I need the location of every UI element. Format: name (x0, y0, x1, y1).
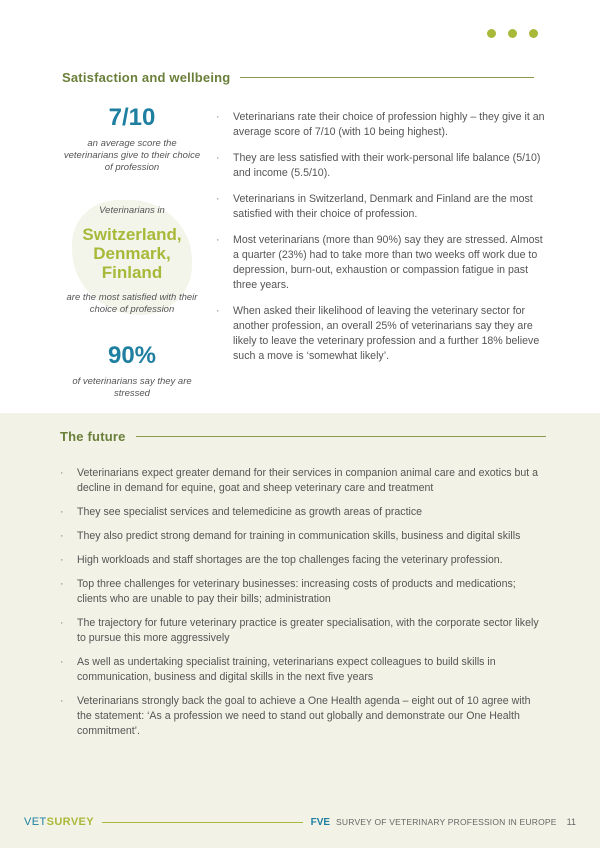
stat-caption: of veterinarians say they are stressed (72, 376, 192, 399)
footer-title: SURVEY OF VETERINARY PROFESSION IN EUROPE (336, 817, 557, 827)
dot-icon (508, 29, 517, 38)
list-item: · Top three challenges for veterinary businesses: increasing costs of products and medications; clients who are unable to pay their bills; administration (60, 578, 516, 605)
section-title: The future (60, 429, 126, 444)
stat-value: 7/10 (108, 104, 156, 131)
stat-stress (62, 342, 202, 400)
divider (136, 436, 546, 437)
decorative-dots (487, 29, 538, 38)
vetsurvey-logo: VETSURVEY (24, 816, 95, 828)
country-name: Finland (101, 263, 163, 282)
dot-icon (487, 29, 496, 38)
footer-divider (102, 822, 303, 823)
list-item: · Most veterinarians (more than 90%) say they are stressed. Almost a quarter (23%) had to take more than two weeks off work due to depression, burn-out, exhaustion or compassion fatigue in past three years. (216, 234, 543, 291)
section-title: Satisfaction and wellbeing (62, 70, 231, 85)
list-item: · They see specialist services and telemedicine as growth areas of practice (60, 506, 423, 518)
section-heading-future (60, 429, 546, 444)
list-item: · Veterinarians in Switzerland, Denmark and Finland are the most satisfied with their choice of profession. (216, 193, 533, 220)
dot-icon (529, 29, 538, 38)
list-item: · Veterinarians rate their choice of profession highly – they give it an average score of 7/10 (with 10 being highest). (216, 111, 545, 138)
list-item: · Veterinarians expect greater demand for their services in companion animal care and exotics but a decline in demand for equine, goat and sheep veterinary care and treatment (60, 467, 539, 494)
list-item: · When asked their likelihood of leaving the veterinary sector for another profession, an overall 25% of veterinarians say they are likely to leave the veterinary profession and a further 18% believe such a move is ‘somewhat likely’. (216, 305, 540, 362)
satisfaction-bullet-list (216, 110, 545, 375)
stat-value: 90% (107, 342, 157, 369)
stat-countries (62, 205, 202, 316)
future-bullet-list (60, 466, 547, 748)
stat-intro: Veterinarians in (99, 205, 165, 216)
list-item: · They are less satisfied with their work-personal life balance (5/10) and income (5.5/10). (216, 152, 541, 179)
list-item: · Veterinarians strongly back the goal to achieve a One Health agenda – eight out of 10 agree with the statement: ‘As a profession we need to stand out globally and demonstrate our One Health commitment’. (60, 695, 531, 737)
fve-logo: FVE (310, 816, 331, 828)
page-footer (24, 812, 576, 832)
list-item: · High workloads and staff shortages are the top challenges facing the veterinary profession. (60, 554, 503, 566)
list-item: · As well as undertaking specialist training, veterinarians expect colleagues to build skills in communication, business and digital skills in the next five years (60, 656, 496, 683)
stat-caption: an average score the veterinarians give to their choice of profession (63, 138, 201, 173)
list-item: · The trajectory for future veterinary practice is greater specialisation, with the corporate sector likely to pursue this more aggressively (60, 617, 539, 644)
page-number: 11 (566, 817, 576, 827)
divider (240, 77, 534, 78)
list-item: · They also predict strong demand for training in communication skills, business and digital skills (60, 530, 521, 542)
stat-caption: are the most satisfied with their choice of profession (66, 292, 198, 315)
country-list (62, 225, 202, 282)
stat-score (62, 104, 202, 174)
section-heading-satisfaction (62, 70, 534, 85)
country-name: Switzerland, (82, 225, 182, 244)
country-name: Denmark, (93, 244, 171, 263)
